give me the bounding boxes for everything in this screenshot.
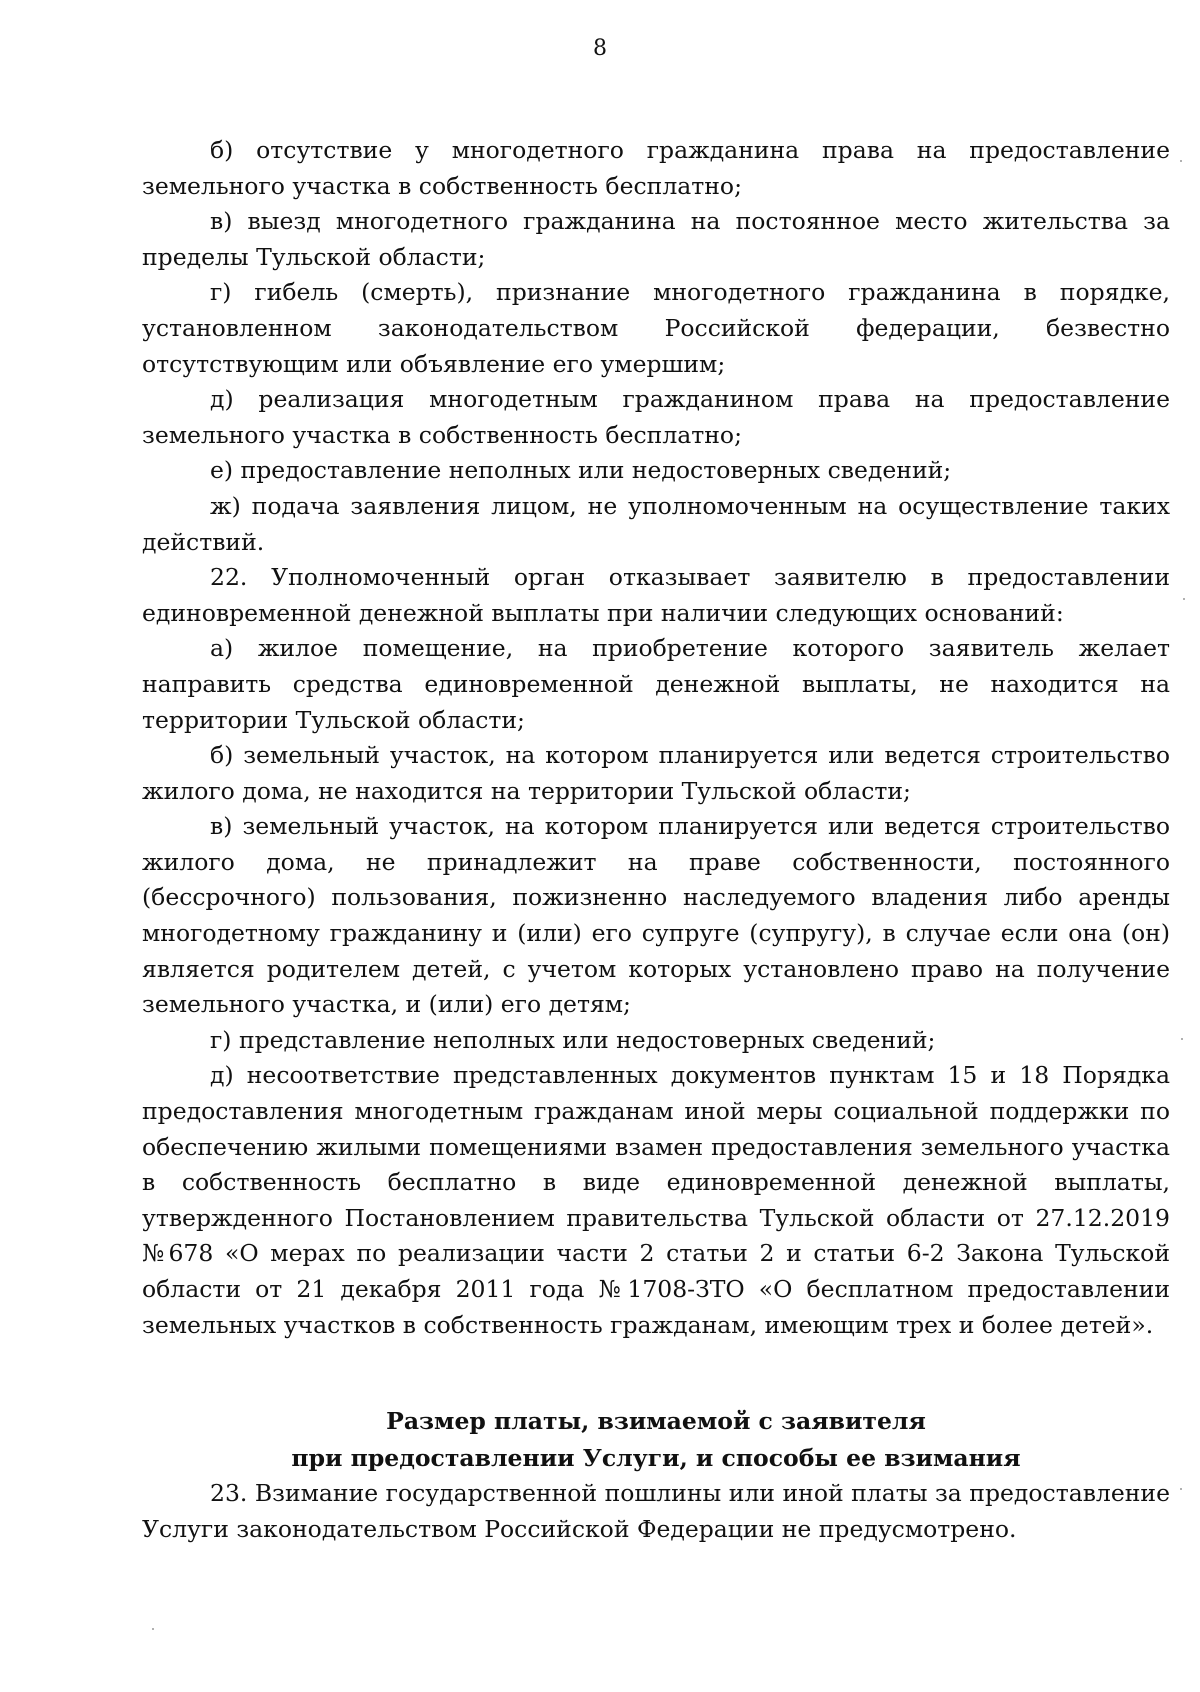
- paragraph-22-refusal: 22. Уполномоченный орган отказывает заявителю в предоставлении единовременной денежной выплаты при наличии следующих оснований:: [142, 563, 1170, 627]
- paragraph-e-incomplete-info: е) предоставление неполных или недостоверных сведений;: [210, 456, 952, 485]
- paragraph-g-incomplete-info: г) представление неполных или недостоверных сведений;: [210, 1025, 936, 1054]
- paragraph-v-land-ownership: в) земельный участок, на котором планируется или ведется строительство жилого дома, не принадлежит на праве собственности, постоянного (бессрочного) пользования, пожизненно наследуемого владения либо аренды многодетному гражданину и (или) его супруге (супругу), в случае если она (он) является родителем детей, с учетом которых установлено право на получение земельного участка, и (или) его детям;: [142, 812, 1170, 1019]
- paragraph-d-documents-mismatch: д) несоответствие представленных документов пунктам 15 и 18 Порядка предоставления многодетным гражданам иной меры социальной поддержки по обеспечению жилыми помещениями взамен предоставления земельного участка в собственность бесплатно в виде единовременной денежной выплаты, утвержденного Постановлением правительства Тульской области от 27.12.2019 №678 «О мерах по реализации части 2 статьи 2 и статьи 6-2 Закона Тульской области от 21 декабря 2011 года №1708-ЗТО «О бесплатном предоставлении земельных участков в собственность гражданам, имеющим трех и более детей».: [142, 1061, 1170, 1339]
- scan-speck: [1180, 1488, 1182, 1490]
- paragraph-b-land-plot: б) земельный участок, на котором планируется или ведется строительство жилого дома, не находится на территории Тульской области;: [142, 741, 1170, 805]
- document-body: [142, 133, 1170, 1548]
- paragraph-zh-unauthorized: ж) подача заявления лицом, не уполномоченным на осуществление таких действий.: [142, 491, 1170, 556]
- page-number: 8: [593, 36, 607, 61]
- scan-speck: [152, 1628, 154, 1630]
- scan-speck: [1180, 160, 1182, 162]
- paragraph-23-fee: 23. Взимание государственной пошлины или иной платы за предоставление Услуги законодательством Российской Федерации не предусмотрено.: [142, 1479, 1170, 1543]
- section-heading-line-2: при предоставлении Услуги, и способы ее взимания: [291, 1443, 1021, 1472]
- paragraph-g-death: г) гибель (смерть), признание многодетного гражданина в порядке, установленном законодательством Российской федерации, безвестно отсутствующим или объявление его умершим;: [142, 278, 1170, 378]
- scan-speck: [1181, 1038, 1183, 1040]
- paragraph-d-right-realized: д) реализация многодетным гражданином права на предоставление земельного участка в собственность бесплатно;: [142, 385, 1170, 449]
- paragraph-b-land-right: б) отсутствие у многодетного гражданина права на предоставление земельного участка в собственность бесплатно;: [142, 136, 1170, 200]
- paragraph-a-housing: а) жилое помещение, на приобретение которого заявитель желает направить средства единовременной денежной выплаты, не находится на территории Тульской области;: [142, 634, 1170, 734]
- scan-speck: [1183, 598, 1185, 600]
- paragraph-v-departure: в) выезд многодетного гражданина на постоянное место жительства за пределы Тульской области;: [142, 207, 1170, 271]
- section-heading-line-1: Размер платы, взимаемой с заявителя: [386, 1407, 926, 1436]
